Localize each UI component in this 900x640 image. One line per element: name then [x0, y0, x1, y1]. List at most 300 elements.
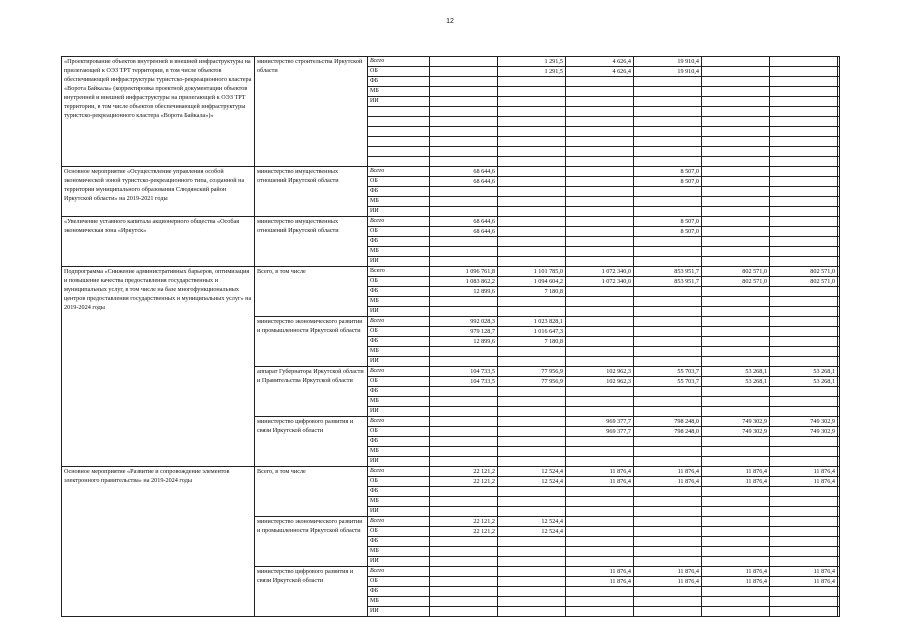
- amount-cell: [702, 557, 770, 567]
- empty-cell: [498, 107, 566, 117]
- amount-cell: [838, 527, 840, 537]
- amount-cell: [430, 297, 498, 307]
- amount-cell: [430, 57, 498, 67]
- amount-cell: 11 876,4: [566, 477, 634, 487]
- empty-cell: [566, 157, 634, 167]
- amount-cell: [838, 317, 840, 327]
- amount-cell: [770, 547, 838, 557]
- amount-cell: [566, 227, 634, 237]
- amount-cell: [702, 237, 770, 247]
- amount-cell: [498, 457, 566, 467]
- funding-source: ИИ: [368, 257, 430, 267]
- amount-cell: 11 876,4: [702, 577, 770, 587]
- amount-cell: 77 956,9: [498, 377, 566, 387]
- amount-cell: 1 023 828,1: [498, 317, 566, 327]
- funding-source: ФБ: [368, 187, 430, 197]
- amount-cell: [430, 437, 498, 447]
- funding-source: МБ: [368, 447, 430, 457]
- executor-cell: министерство цифрового развития и связи Иркутской области: [255, 567, 368, 617]
- amount-cell: [634, 247, 702, 257]
- empty-cell: [430, 157, 498, 167]
- amount-cell: [702, 437, 770, 447]
- amount-cell: [430, 597, 498, 607]
- amount-cell: 802 571,0: [702, 277, 770, 287]
- amount-cell: [702, 247, 770, 257]
- funding-source: ФБ: [368, 537, 430, 547]
- amount-cell: [702, 287, 770, 297]
- amount-cell: [838, 357, 840, 367]
- amount-cell: [838, 67, 840, 77]
- executor-cell: Всего, в том числе: [255, 467, 368, 517]
- funding-source: Всего: [368, 57, 430, 67]
- amount-cell: [498, 177, 566, 187]
- amount-cell: [634, 97, 702, 107]
- amount-cell: [566, 247, 634, 257]
- amount-cell: [770, 457, 838, 467]
- amount-cell: [430, 67, 498, 77]
- amount-cell: 12 524,4: [498, 517, 566, 527]
- amount-cell: 11 876,4: [770, 467, 838, 477]
- amount-cell: [430, 307, 498, 317]
- amount-cell: 1 101 785,0: [498, 267, 566, 277]
- amount-cell: 1 094 604,2: [498, 277, 566, 287]
- amount-cell: [566, 317, 634, 327]
- funding-source: ИИ: [368, 207, 430, 217]
- amount-cell: [770, 407, 838, 417]
- amount-cell: [702, 547, 770, 557]
- amount-cell: [770, 387, 838, 397]
- amount-cell: 53 268,1: [702, 377, 770, 387]
- amount-cell: [770, 537, 838, 547]
- empty-cell: [566, 117, 634, 127]
- amount-cell: [702, 197, 770, 207]
- amount-cell: [498, 77, 566, 87]
- amount-cell: [702, 207, 770, 217]
- amount-cell: [770, 347, 838, 357]
- amount-cell: [634, 537, 702, 547]
- amount-cell: [770, 297, 838, 307]
- amount-cell: [498, 247, 566, 257]
- amount-cell: [702, 527, 770, 537]
- amount-cell: [430, 417, 498, 427]
- amount-cell: 11 876,4: [702, 567, 770, 577]
- amount-cell: [770, 177, 838, 187]
- table-row: [62, 217, 840, 227]
- amount-cell: [634, 207, 702, 217]
- funding-source: ИИ: [368, 407, 430, 417]
- funding-source: Всего: [368, 317, 430, 327]
- amount-cell: [702, 187, 770, 197]
- amount-cell: [838, 537, 840, 547]
- amount-cell: [634, 237, 702, 247]
- amount-cell: [838, 497, 840, 507]
- amount-cell: [634, 307, 702, 317]
- amount-cell: 802 571,0: [702, 267, 770, 277]
- amount-cell: 749 302,9: [770, 427, 838, 437]
- amount-cell: 969 377,7: [566, 427, 634, 437]
- amount-cell: 8 507,0: [634, 227, 702, 237]
- amount-cell: [838, 547, 840, 557]
- amount-cell: 969 377,7: [566, 417, 634, 427]
- executor-cell: министерство имущественных отношений Иркутской области: [255, 167, 368, 217]
- amount-cell: [634, 487, 702, 497]
- page-number: 12: [446, 18, 454, 25]
- amount-cell: 12 524,4: [498, 527, 566, 537]
- amount-cell: [770, 217, 838, 227]
- empty-cell: [702, 157, 770, 167]
- amount-cell: 1 096 761,8: [430, 267, 498, 277]
- funding-source: ОБ: [368, 227, 430, 237]
- amount-cell: [770, 227, 838, 237]
- amount-cell: [702, 217, 770, 227]
- amount-cell: 802 571,0: [770, 277, 838, 287]
- amount-cell: [566, 287, 634, 297]
- amount-cell: [430, 197, 498, 207]
- amount-cell: [566, 97, 634, 107]
- executor-cell: министерство строительства Иркутской области: [255, 57, 368, 167]
- amount-cell: 1 016 647,3: [498, 327, 566, 337]
- amount-cell: [770, 447, 838, 457]
- amount-cell: [770, 587, 838, 597]
- amount-cell: [702, 357, 770, 367]
- amount-cell: [838, 57, 840, 67]
- empty-cell: [702, 127, 770, 137]
- amount-cell: [702, 607, 770, 617]
- amount-cell: 1 291,5: [498, 57, 566, 67]
- empty-cell: [368, 117, 430, 127]
- amount-cell: [838, 507, 840, 517]
- amount-cell: [702, 447, 770, 457]
- amount-cell: [566, 547, 634, 557]
- empty-cell: [566, 137, 634, 147]
- amount-cell: [634, 397, 702, 407]
- amount-cell: [566, 507, 634, 517]
- amount-cell: [634, 497, 702, 507]
- amount-cell: [498, 547, 566, 557]
- amount-cell: 11 876,4: [770, 477, 838, 487]
- amount-cell: [498, 577, 566, 587]
- amount-cell: [838, 467, 840, 477]
- amount-cell: [430, 257, 498, 267]
- funding-source: ФБ: [368, 337, 430, 347]
- amount-cell: [430, 457, 498, 467]
- funding-source: Всего: [368, 367, 430, 377]
- funding-source: ОБ: [368, 427, 430, 437]
- executor-cell: аппарат Губернатора Иркутской области и Правительства Иркутской области: [255, 367, 368, 417]
- funding-source: МБ: [368, 87, 430, 97]
- empty-cell: [702, 107, 770, 117]
- empty-cell: [770, 147, 838, 157]
- empty-cell: [368, 107, 430, 117]
- amount-cell: [430, 347, 498, 357]
- amount-cell: [634, 347, 702, 357]
- amount-cell: [838, 397, 840, 407]
- budget-table: [61, 56, 840, 617]
- amount-cell: [838, 217, 840, 227]
- amount-cell: 749 302,9: [702, 417, 770, 427]
- amount-cell: [498, 417, 566, 427]
- empty-cell: [498, 157, 566, 167]
- amount-cell: [702, 387, 770, 397]
- amount-cell: [702, 67, 770, 77]
- table-row: [62, 57, 840, 67]
- amount-cell: [702, 317, 770, 327]
- amount-cell: [498, 297, 566, 307]
- amount-cell: [770, 517, 838, 527]
- amount-cell: [498, 387, 566, 397]
- amount-cell: 11 876,4: [566, 467, 634, 477]
- amount-cell: [634, 197, 702, 207]
- amount-cell: [498, 427, 566, 437]
- amount-cell: [634, 587, 702, 597]
- amount-cell: [702, 507, 770, 517]
- amount-cell: 77 956,9: [498, 367, 566, 377]
- amount-cell: [838, 207, 840, 217]
- amount-cell: [838, 597, 840, 607]
- amount-cell: [566, 437, 634, 447]
- amount-cell: [566, 527, 634, 537]
- amount-cell: [498, 207, 566, 217]
- amount-cell: [634, 317, 702, 327]
- amount-cell: 11 876,4: [702, 477, 770, 487]
- amount-cell: [770, 287, 838, 297]
- funding-source: Всего: [368, 567, 430, 577]
- funding-source: Всего: [368, 517, 430, 527]
- table-row: [62, 267, 840, 277]
- funding-source: ОБ: [368, 327, 430, 337]
- amount-cell: [702, 457, 770, 467]
- amount-cell: [770, 97, 838, 107]
- amount-cell: [634, 297, 702, 307]
- amount-cell: 8 507,0: [634, 177, 702, 187]
- amount-cell: [566, 457, 634, 467]
- amount-cell: [430, 567, 498, 577]
- amount-cell: [566, 217, 634, 227]
- amount-cell: 798 248,0: [634, 427, 702, 437]
- amount-cell: 68 644,6: [430, 227, 498, 237]
- amount-cell: 12 524,4: [498, 477, 566, 487]
- amount-cell: [634, 607, 702, 617]
- amount-cell: 68 644,6: [430, 217, 498, 227]
- empty-cell: [634, 157, 702, 167]
- empty-cell: [498, 117, 566, 127]
- amount-cell: [634, 457, 702, 467]
- amount-cell: [566, 407, 634, 417]
- amount-cell: [702, 347, 770, 357]
- empty-cell: [430, 147, 498, 157]
- amount-cell: [770, 187, 838, 197]
- amount-cell: [838, 387, 840, 397]
- amount-cell: 12 524,4: [498, 467, 566, 477]
- amount-cell: [770, 397, 838, 407]
- amount-cell: [770, 167, 838, 177]
- amount-cell: [566, 487, 634, 497]
- amount-cell: [566, 237, 634, 247]
- amount-cell: [702, 307, 770, 317]
- amount-cell: [430, 207, 498, 217]
- amount-cell: [838, 607, 840, 617]
- amount-cell: 11 876,4: [634, 577, 702, 587]
- amount-cell: [770, 497, 838, 507]
- amount-cell: [770, 307, 838, 317]
- empty-cell: [566, 127, 634, 137]
- funding-source: Всего: [368, 417, 430, 427]
- amount-cell: [498, 567, 566, 577]
- amount-cell: [770, 207, 838, 217]
- amount-cell: [566, 307, 634, 317]
- empty-cell: [702, 137, 770, 147]
- amount-cell: [838, 557, 840, 567]
- amount-cell: [702, 167, 770, 177]
- funding-source: ИИ: [368, 557, 430, 567]
- amount-cell: 11 876,4: [566, 577, 634, 587]
- amount-cell: [838, 377, 840, 387]
- amount-cell: [566, 517, 634, 527]
- amount-cell: [430, 187, 498, 197]
- funding-source: ФБ: [368, 237, 430, 247]
- amount-cell: [566, 187, 634, 197]
- funding-source: ФБ: [368, 587, 430, 597]
- amount-cell: [770, 557, 838, 567]
- amount-cell: 1 072 340,0: [566, 267, 634, 277]
- amount-cell: 104 733,5: [430, 377, 498, 387]
- amount-cell: 11 876,4: [634, 467, 702, 477]
- amount-cell: [498, 347, 566, 357]
- amount-cell: [498, 507, 566, 517]
- empty-cell: [368, 157, 430, 167]
- empty-cell: [566, 147, 634, 157]
- amount-cell: 992 028,3: [430, 317, 498, 327]
- empty-cell: [566, 107, 634, 117]
- amount-cell: [498, 537, 566, 547]
- amount-cell: [634, 407, 702, 417]
- amount-cell: 12 899,6: [430, 337, 498, 347]
- amount-cell: [634, 507, 702, 517]
- funding-source: ФБ: [368, 287, 430, 297]
- amount-cell: [770, 67, 838, 77]
- amount-cell: [430, 87, 498, 97]
- amount-cell: [770, 197, 838, 207]
- amount-cell: [838, 517, 840, 527]
- amount-cell: [702, 87, 770, 97]
- empty-cell: [838, 117, 840, 127]
- amount-cell: [838, 187, 840, 197]
- amount-cell: [634, 257, 702, 267]
- amount-cell: 11 876,4: [770, 567, 838, 577]
- funding-source: ИИ: [368, 97, 430, 107]
- amount-cell: [838, 437, 840, 447]
- amount-cell: [430, 607, 498, 617]
- amount-cell: 749 302,9: [702, 427, 770, 437]
- amount-cell: [634, 287, 702, 297]
- empty-cell: [634, 107, 702, 117]
- amount-cell: [838, 237, 840, 247]
- funding-source: ИИ: [368, 357, 430, 367]
- amount-cell: [770, 87, 838, 97]
- activity-description: Подпрограмма «Снижение административных барьеров, оптимизация и повышение качества предоставления государственных и муниципальных услуг, в том числе на базе многофункциональных центров предоставления государственных и муниципальных услуг» на 2019-2024 годы: [62, 267, 255, 467]
- amount-cell: [566, 77, 634, 87]
- empty-cell: [430, 127, 498, 137]
- amount-cell: [566, 257, 634, 267]
- amount-cell: [702, 337, 770, 347]
- executor-cell: министерство экономического развития и промышленности Иркутской области: [255, 317, 368, 367]
- empty-cell: [430, 137, 498, 147]
- amount-cell: [430, 97, 498, 107]
- amount-cell: [634, 437, 702, 447]
- amount-cell: [770, 437, 838, 447]
- funding-source: Всего: [368, 217, 430, 227]
- amount-cell: [838, 427, 840, 437]
- amount-cell: [702, 487, 770, 497]
- amount-cell: [566, 537, 634, 547]
- amount-cell: 7 180,8: [498, 337, 566, 347]
- amount-cell: [702, 327, 770, 337]
- funding-source: МБ: [368, 597, 430, 607]
- amount-cell: 53 268,1: [702, 367, 770, 377]
- amount-cell: 8 507,0: [634, 217, 702, 227]
- amount-cell: [498, 187, 566, 197]
- empty-cell: [368, 137, 430, 147]
- amount-cell: [838, 367, 840, 377]
- funding-source: МБ: [368, 397, 430, 407]
- amount-cell: [702, 227, 770, 237]
- amount-cell: [702, 407, 770, 417]
- table-row: [62, 167, 840, 177]
- executor-cell: министерство цифрового развития и связи Иркутской области: [255, 417, 368, 467]
- amount-cell: 853 951,7: [634, 267, 702, 277]
- amount-cell: [430, 577, 498, 587]
- amount-cell: [566, 587, 634, 597]
- amount-cell: [702, 397, 770, 407]
- amount-cell: [702, 597, 770, 607]
- amount-cell: 749 302,9: [770, 417, 838, 427]
- amount-cell: [838, 447, 840, 457]
- amount-cell: [498, 217, 566, 227]
- amount-cell: [838, 487, 840, 497]
- amount-cell: 53 268,1: [770, 367, 838, 377]
- empty-cell: [770, 157, 838, 167]
- amount-cell: 55 703,7: [634, 367, 702, 377]
- amount-cell: [838, 347, 840, 357]
- funding-source: ФБ: [368, 387, 430, 397]
- table-row: [62, 467, 840, 477]
- amount-cell: 22 121,2: [430, 517, 498, 527]
- amount-cell: [770, 487, 838, 497]
- amount-cell: [838, 167, 840, 177]
- empty-cell: [634, 117, 702, 127]
- amount-cell: [430, 247, 498, 257]
- amount-cell: [634, 337, 702, 347]
- funding-source: ФБ: [368, 77, 430, 87]
- amount-cell: [430, 547, 498, 557]
- amount-cell: [838, 177, 840, 187]
- amount-cell: [498, 307, 566, 317]
- amount-cell: [838, 287, 840, 297]
- amount-cell: [838, 257, 840, 267]
- amount-cell: 802 571,0: [770, 267, 838, 277]
- amount-cell: [498, 487, 566, 497]
- amount-cell: [838, 267, 840, 277]
- amount-cell: 11 876,4: [566, 567, 634, 577]
- amount-cell: [838, 247, 840, 257]
- amount-cell: [838, 297, 840, 307]
- amount-cell: [770, 327, 838, 337]
- amount-cell: [838, 87, 840, 97]
- amount-cell: [702, 57, 770, 67]
- amount-cell: [838, 577, 840, 587]
- amount-cell: [634, 527, 702, 537]
- empty-cell: [368, 147, 430, 157]
